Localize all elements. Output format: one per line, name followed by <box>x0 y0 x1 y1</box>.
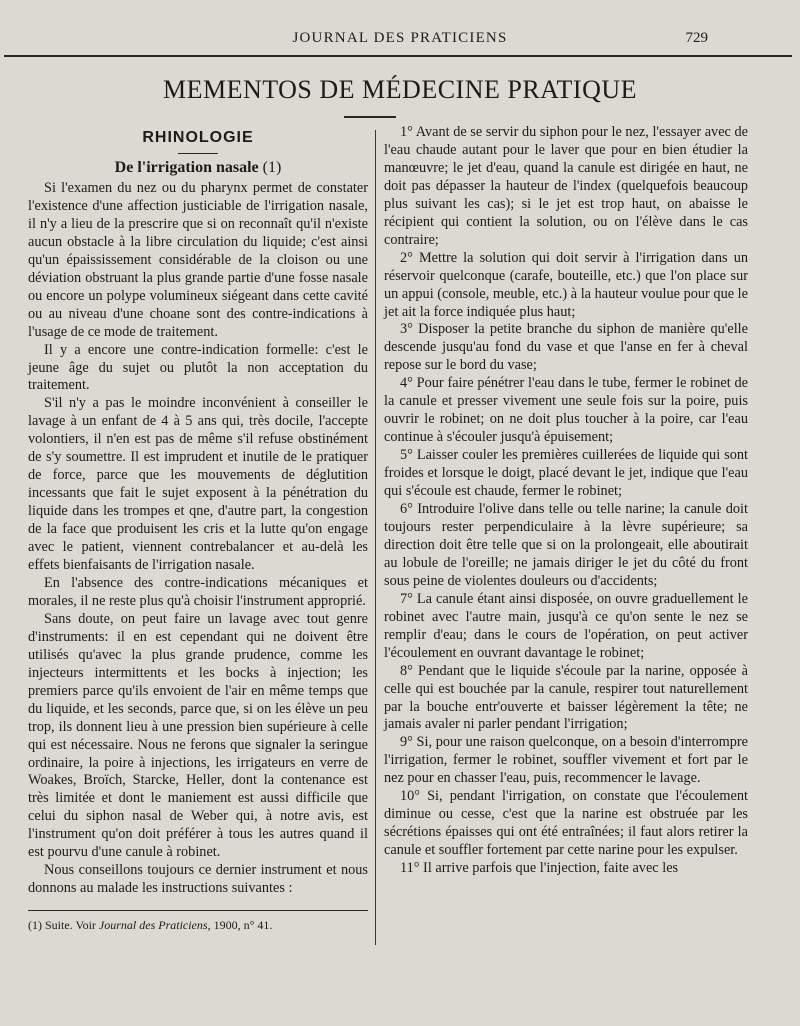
column-divider <box>375 130 376 945</box>
instruction-item: 1° Avant de se servir du siphon pour le nez, l'essayer avec de l'eau chaude autant pour le laver que pour en bien étudier la manœuvre; le jet d'eau, quand la canule est dirigée en haut, ne doit pas dépasser la hauteur de l'index (quelquefois beaucoup plus suivant les cas); si le jet est trop haut, on abaisse le récipient qui contient la solution, ou on l'élève dans le cas contraire; <box>384 124 748 248</box>
left-column <box>28 124 368 933</box>
header-rule <box>4 55 792 57</box>
footnote-prefix: (1) Suite. Voir <box>28 918 99 933</box>
running-title: JOURNAL DES PRATICIENS <box>292 30 508 46</box>
paragraph: S'il n'y a pas le moindre inconvénient à conseiller le lavage à un enfant de 4 à 5 ans qui, très docile, l'accepte volontiers, il n'en est pas de même s'il refuse obstinément de s'y soumettre. Il est imprudent et inutile de le pratiquer de force, parce que les mouvements de déglutition incessants que fait le sujet exposent à la pénétration du liquide dans les trompes et qne, d'autre part, la congestion de la face que produisent les cris et la lutte qu'on engage avec le patient, viennent contrebalancer et au-delà les effets bienfaisants de l'irrigation nasale. <box>28 395 368 574</box>
paragraph: En l'absence des contre-indications mécaniques et morales, il ne reste plus qu'à choisir l'instrument approprié. <box>28 574 368 609</box>
page-number: 729 <box>685 30 708 46</box>
article-subheading <box>28 158 368 178</box>
instruction-item: 11° Il arrive parfois que l'injection, faite avec les <box>400 860 679 877</box>
section-heading: RHINOLOGIE <box>142 129 254 146</box>
section-rule <box>178 153 218 154</box>
instruction-item: 7° La canule étant ainsi disposée, on ouvre graduellement le robinet avec l'autre main, jusqu'à ce qu'on sente le nez se remplir d'eau; dans le cours de l'opération, on peut activer l'écoulement en ouvrant davantage le robinet; <box>384 590 748 661</box>
instruction-item: 3° Disposer la petite branche du siphon de manière qu'elle descende jusqu'au fond du vase et que l'anse en fer à cheval repose sur le bord du vase; <box>384 321 748 374</box>
paragraph: Si l'examen du nez ou du pharynx permet de constater l'existence d'une affection justiciable de l'irrigation nasale, il n'y a lieu de la prescrire que si on reconnaît qu'il n'existe aucun obstacle à la libre circulation du liquide; c'est ainsi qu'un épaississement considérable de la cloison ou une déviation obstruant la plus grande partie d'une fosse nasale ou encore un polype volumineux siégeant dans cette cavité ou au niveau d'une choane sont des contre-indications à l'usage de ce mode de traitement. <box>28 180 368 340</box>
instruction-item: 9° Si, pour une raison quelconque, on a besoin d'interrompre l'irrigation, fermer le robinet, souffler vivement et fort par le nez pour en chasser l'eau, puis, recommencer le lavage. <box>384 734 748 787</box>
footnote <box>28 917 368 933</box>
footnote-suffix: , 1900, n° 41. <box>207 918 273 933</box>
footnote-journal: Journal des Praticiens <box>98 918 208 933</box>
main-title: MEMENTOS DE MÉDECINE PRATIQUE <box>162 75 638 104</box>
paragraph: Il y a encore une contre-indication formelle: c'est le jeune âge du sujet ou plutôt la non acceptation du traitement. <box>28 341 368 394</box>
instruction-item: 5° Laisser couler les premières cuillerées de liquide qui sont froides et lorsque le doigt, placé devant le jet, indique que l'eau qui s'écoule est chaude, fermer le robinet; <box>384 447 748 500</box>
instruction-item: 6° Introduire l'olive dans telle ou telle narine; la canule doit toujours rester perpendiculaire à la lèvre supérieure; sa direction doit être telle que si on la prolongeait, elle aboutirait au lobule de l'oreille; ne jamais diriger le jet du côté du front sous peine de violentes douleurs ou d'accidents; <box>384 501 748 589</box>
title-rule <box>344 116 396 118</box>
subheading-text: De l'irrigation nasale <box>114 159 259 176</box>
footnote-rule <box>28 910 368 911</box>
instruction-item: 4° Pour faire pénétrer l'eau dans le tube, fermer le robinet de la canule et presser vivement une seule fois sur la poire, puis ouvrir le robinet; on ne doit plus toucher à la poire, car l'eau continue à s'écouler jusqu'à épuisement; <box>384 375 748 446</box>
instruction-item: 10° Si, pendant l'irrigation, on constate que l'écoulement diminue ou cesse, c'est que la narine est obstruée par les sécrétions épaisses qui ont été entraînées; il faut alors retirer la canule et souffler fortement par cette narine pour les expulser. <box>384 788 748 859</box>
footnote-reference: (1) <box>262 159 282 176</box>
running-head <box>0 30 800 50</box>
instruction-item: 8° Pendant que le liquide s'écoule par la narine, opposée à celle qui est bouchée par la canule, respirer tout naturellement par la bouche entr'ouverte et baisser légèrement la tête; ne jamais avaler ni parler pendant l'irrigation; <box>384 662 748 733</box>
paragraph: Nous conseillons toujours ce dernier instrument et nous donnons au malade les instructions suivantes : <box>28 862 368 897</box>
right-column <box>384 124 748 878</box>
paragraph: Sans doute, on peut faire un lavage avec tout genre d'instruments: il en est cependant qui ne doivent être utilisés qu'avec la plus grande prudence, comme les injecteurs intermittents et les bocks à injection; les premiers parce qu'ils envoient de l'air en même temps que du liquide, et les seconds, parce que, si on les élève un peu trop, ils donnent lieu à une pression bien supérieure à celle qui est nécessaire. Nous ne ferons que signaler la seringue ordinaire, la poire à injections, les irrigateurs en verre de Woakes, Broïch, Starcke, Heller, dont la contenance est très limitée et dont le maniement est aussi difficile que celui du siphon nasal de Weber qui, à notre avis, est l'instrument qu'on doit préférer à tous les autres quand il est pourvu d'une canule à robinet. <box>28 610 368 861</box>
instruction-item: 2° Mettre la solution qui doit servir à l'irrigation dans un réservoir quelconque (carafe, bouteille, etc.) que l'on place sur un appui (console, meuble, etc.) à la hauteur voulue pour que le jet ait la force indiquée plus haut; <box>384 249 748 320</box>
